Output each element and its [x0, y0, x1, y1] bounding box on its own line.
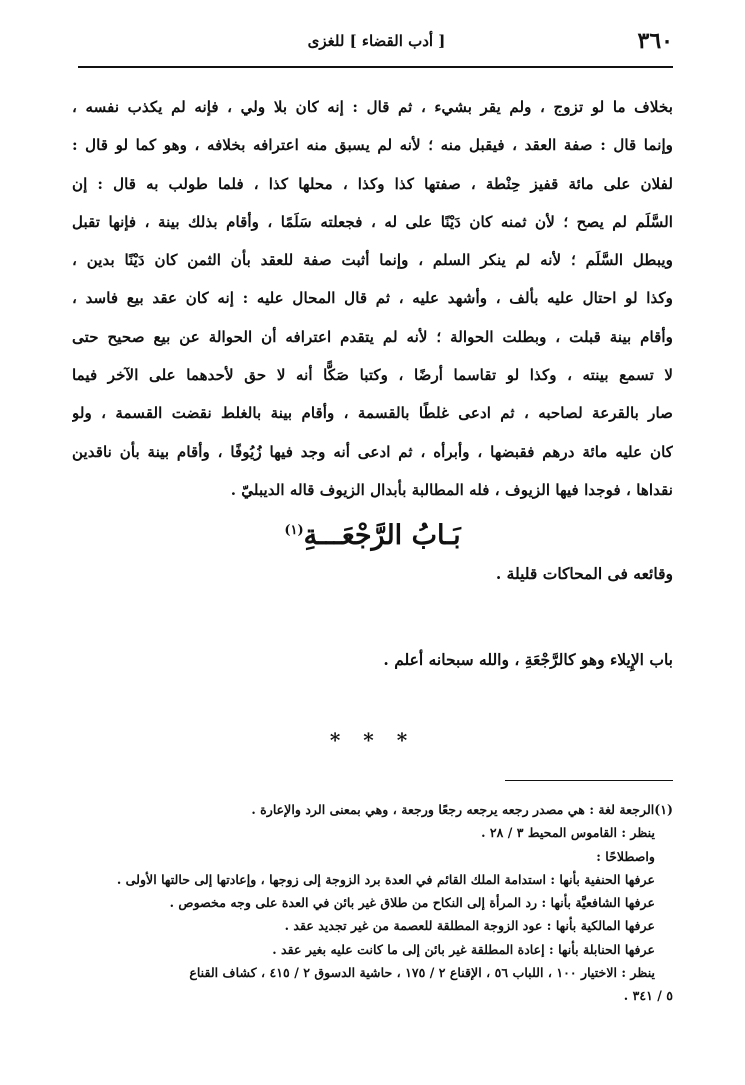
chapter-title: [80, 520, 665, 551]
body-line: وأقام بينة قبلت ، وبطلت الحوالة ؛ لأنه لم يتقدم اعترافه أن الحوالة عن بيع صحيح حتى: [72, 327, 673, 346]
footnotes: [72, 798, 673, 1008]
body-line: صار بالقرعة لصاحبه ، ثم ادعى غلطًا بالقسمة ، وأقام بينة بالغلط نقضت القسمة ، ولو: [72, 404, 673, 423]
body-text: [72, 88, 673, 509]
footnote-line: ينظر : القاموس المحيط ٣ / ٢٨ .: [481, 825, 655, 841]
body-line: كان عليه مائة درهم فقبضها ، وأبرأه ، ثم ادعى أنه وجد فيها زُيُوفًا ، وأقام بينة بأن ناقدين: [72, 442, 673, 461]
section-line: باب الإِيلاء وهو كالرَّجْعَةِ ، والله سبحانه أعلم .: [383, 650, 673, 669]
section-separator: * * *: [329, 728, 416, 752]
body-line: لفلان على مائة قفيز حِنْطة ، صفتها كذا وكذا ، محلها كذا ، فلما طولب به قال : إن: [72, 174, 673, 193]
body-line: السَّلَم لم يصح ؛ لأن ثمنه كان دَيْنًا على له ، فجعلته سَلَمًا ، وأقام بذلك بينة ، فإنها تقبل: [72, 212, 673, 231]
footnote-line: عرفها المالكية بأنها : عود الزوجة المطلقة للعصمة من غير تجديد عقد .: [284, 918, 655, 934]
body-line: ويبطل السَّلَم ؛ لأنه لم ينكر السلم ، وإنما أثبت صفة للعقد بأن الثمن كان دَيْنًا بدين ،: [72, 251, 673, 270]
running-title: [ أدب القضاء ] للغزى: [307, 32, 446, 50]
footnote-line: ينظر : الاختيار ١٠٠ ، اللباب ٥٦ ، الإقناع ٢ / ١٧٥ ، حاشية الدسوق ٢ / ٤١٥ ، كشاف القناع: [189, 965, 655, 981]
page-number: ٣٦٠: [637, 28, 673, 54]
footnote-line: عرفها الحنابلة بأنها : إعادة المطلقة غير بائن إلى ما كانت عليه بغير عقد .: [272, 941, 655, 957]
footnote-rule: [505, 780, 673, 781]
body-line: لا تسمع بينته ، وكذا لو تقاسما أرضًا ، وكتبا صَكًّا أنه لا حق لأحدهما على الآخر فيما: [72, 366, 673, 385]
header-rule: [78, 66, 673, 68]
footnote-line: عرفها الحنفية بأنها : استدامة الملك القائم في العدة برد الزوجة إلى زوجها ، وإعادتها إلى حالتها الأولى .: [116, 871, 655, 887]
footnote-line: عرفها الشافعيَّة بأنها : رد المرأة إلى النكاح من طلاق غير بائن في العدة على وجه مخصوص .: [169, 895, 655, 911]
section-line: وقائعه فى المحاكات قليلة .: [495, 564, 673, 583]
body-line: بخلاف ما لو تزوج ، ولم يقر بشيء ، ثم قال : إنه كان بلا ولي ، فإنه لم يكذب نفسه ،: [72, 98, 673, 116]
body-line: وإنما قال : صفة العقد ، فيقبل منه ؛ لأنه لم يسبق منه اعترافه بخلافه ، وهو كما لو قال :: [72, 136, 673, 155]
page-header: [80, 26, 673, 60]
footnote-line: واصطلاحًا :: [596, 848, 655, 864]
footnote-marker: (١): [284, 523, 304, 538]
body-line: وكذا لو احتال عليه بألف ، وأشهد عليه ، ثم قال المحال عليه : إنه كان عقد بيع فاسد ،: [72, 289, 673, 308]
body-line: نقداها ، فوجدا فيها الزيوف ، فله المطالبة بأبدال الزيوف قاله الديبليّ .: [230, 480, 673, 499]
footnote-line: (١)الرجعة لغة : هي مصدر رجعه يرجعه رجعًا ورجعة ، وهي بمعنى الرد والإعارة .: [251, 802, 673, 817]
footnote-line: ٥ / ٣٤١ .: [623, 988, 673, 1004]
chapter-title-text: بَـابُ الرَّجْعَـــةِ: [303, 520, 461, 551]
